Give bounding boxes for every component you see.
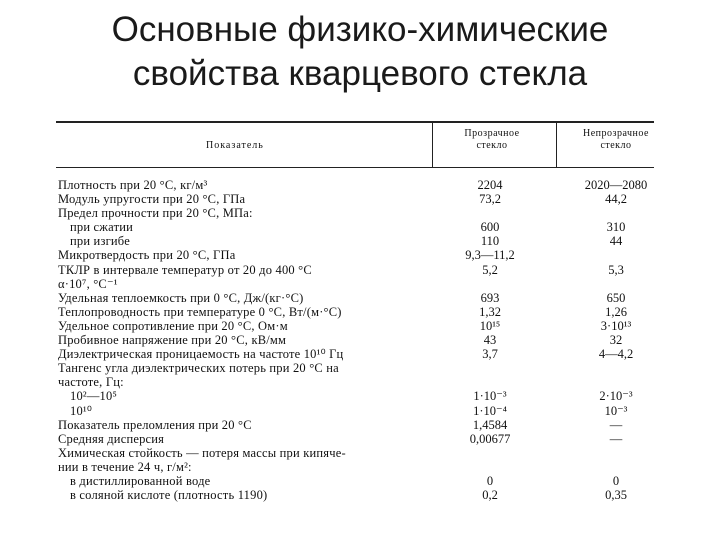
opaque-glass-value: 2·10⁻³	[599, 389, 633, 404]
table-row	[56, 347, 654, 361]
transparent-glass-value: 693	[480, 290, 500, 305]
transparent-glass-value: 0	[486, 473, 494, 488]
row-label: Удельное сопротивление при 20 °С, Ом·м	[58, 318, 288, 333]
table-row	[56, 220, 654, 234]
opaque-glass-value: —	[609, 431, 623, 446]
opaque-glass-value: 650	[606, 290, 626, 305]
transparent-glass-value: 1·10⁻⁴	[473, 403, 507, 418]
row-label: в дистиллированной воде	[70, 473, 211, 488]
header-transparent-glass	[436, 128, 548, 152]
row-label: Микротвердость при 20 °С, ГПа	[58, 248, 236, 263]
transparent-glass-value: 110	[480, 234, 500, 249]
row-label: 10²—10⁵	[70, 389, 118, 404]
opaque-glass-value: 10⁻³	[604, 403, 628, 418]
row-label: Диэлектрическая проницаемость на частоте 10¹⁰ Гц	[58, 347, 344, 362]
row-label: Удельная теплоемкость при 0 °С, Дж/(кг·°С)	[58, 290, 304, 305]
row-label: Предел прочности при 20 °С, МПа:	[58, 206, 253, 221]
header-indicator: Показатель	[206, 140, 264, 151]
transparent-glass-value: 600	[480, 220, 500, 235]
transparent-glass-value: 0,00677	[469, 431, 511, 446]
header-col2-line1: Непрозрачное	[583, 128, 649, 139]
opaque-glass-value: —	[609, 417, 623, 432]
row-label: Модуль упругости при 20 °С, ГПа	[58, 192, 246, 207]
header-col1-line1: Прозрачное	[464, 128, 520, 139]
table-row	[56, 248, 654, 262]
table-top-rule	[56, 121, 654, 123]
opaque-glass-value: 5,3	[608, 262, 624, 277]
row-label: Показатель преломления при 20 °С	[58, 417, 252, 432]
header-divider-2	[556, 121, 557, 167]
slide-title	[0, 8, 720, 96]
table-row	[56, 277, 654, 291]
table-row	[56, 319, 654, 333]
table-row	[56, 460, 654, 474]
opaque-glass-value: 3·10¹³	[600, 318, 632, 333]
transparent-glass-value: 1,4584	[472, 417, 508, 432]
transparent-glass-value: 9,3—11,2	[465, 248, 515, 263]
table-body	[56, 178, 654, 502]
row-label: в соляной кислоте (плотность 1190)	[70, 488, 268, 503]
header-opaque-glass	[560, 128, 672, 152]
transparent-glass-value: 73,2	[479, 192, 501, 207]
opaque-glass-value: 310	[606, 220, 626, 235]
transparent-glass-value: 3,7	[482, 347, 498, 362]
opaque-glass-value: 44	[609, 234, 623, 249]
transparent-glass-value: 43	[483, 333, 497, 348]
row-label: α·10⁷, °С⁻¹	[58, 276, 118, 291]
opaque-glass-value: 1,26	[605, 304, 627, 319]
table-row	[56, 375, 654, 389]
row-label: Тангенс угла диэлектрических потерь при 20 °С на	[58, 361, 339, 376]
transparent-glass-value: 5,2	[482, 262, 498, 277]
table-row	[56, 192, 654, 206]
opaque-glass-value: 0,35	[605, 488, 627, 503]
row-label: частоте, Гц:	[58, 375, 124, 390]
table-row	[56, 432, 654, 446]
table-row	[56, 333, 654, 347]
header-col1-line2: стекло	[476, 140, 508, 151]
table-row	[56, 446, 654, 460]
table-row	[56, 361, 654, 375]
row-label: 10¹⁰	[70, 403, 93, 418]
opaque-glass-value: 4—4,2	[598, 347, 634, 362]
header-divider-1	[432, 121, 433, 167]
transparent-glass-value: 1,32	[479, 304, 501, 319]
slide-title-line2: свойства кварцевого стекла	[132, 54, 588, 93]
table-row	[56, 389, 654, 403]
opaque-glass-value: 2020—2080	[584, 178, 648, 192]
row-label: Теплопроводность при температуре 0 °С, Вт/(м·°С)	[58, 304, 342, 319]
opaque-glass-value: 32	[609, 333, 623, 348]
properties-table	[56, 118, 654, 516]
slide-title-line1: Основные физико-химические	[111, 10, 609, 49]
row-label: ТКЛР в интервале температур от 20 до 400 °С	[58, 262, 312, 277]
table-row	[56, 488, 654, 502]
row-label: Средняя дисперсия	[58, 431, 165, 446]
row-label: при изгибе	[70, 234, 130, 249]
table-row	[56, 291, 654, 305]
row-label: нии в течение 24 ч, г/м²:	[58, 459, 192, 474]
table-header-rule	[56, 167, 654, 168]
opaque-glass-value: 44,2	[605, 192, 627, 207]
transparent-glass-value: 10¹⁵	[479, 318, 501, 333]
table-row	[56, 234, 654, 248]
row-label: при сжатии	[70, 220, 134, 235]
table-row	[56, 206, 654, 220]
table-row	[56, 418, 654, 432]
transparent-glass-value: 1·10⁻³	[473, 389, 507, 404]
table-row	[56, 404, 654, 418]
transparent-glass-value: 0,2	[482, 488, 498, 503]
row-label: Пробивное напряжение при 20 °С, кВ/мм	[58, 333, 287, 348]
table-row	[56, 178, 654, 192]
opaque-glass-value: 0	[612, 473, 620, 488]
table-row	[56, 305, 654, 319]
table-row	[56, 263, 654, 277]
header-col2-line2: стекло	[600, 140, 632, 151]
table-row	[56, 474, 654, 488]
row-label: Химическая стойкость — потеря массы при кипяче-	[58, 445, 346, 460]
transparent-glass-value: 2204	[477, 178, 503, 192]
row-label: Плотность при 20 °С, кг/м³	[58, 178, 208, 192]
